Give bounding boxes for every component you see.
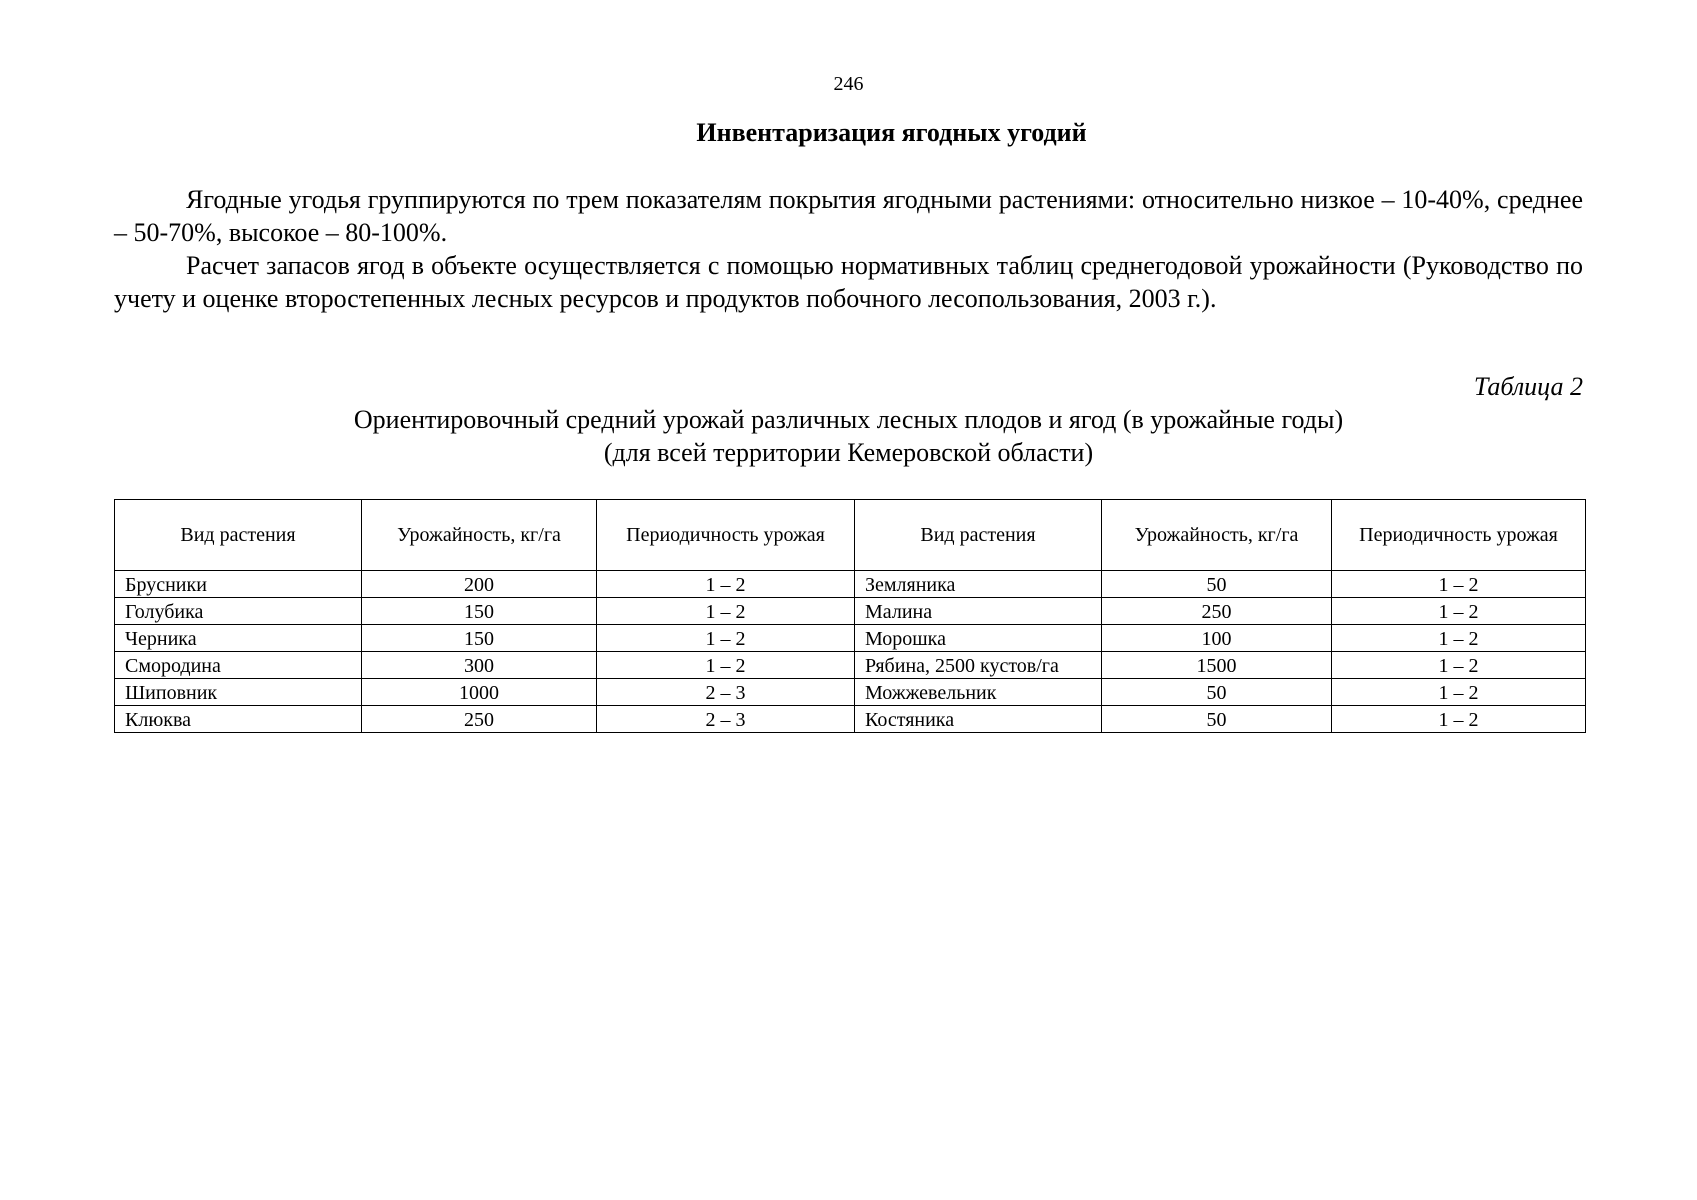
- table-cell: Голубика: [115, 598, 362, 625]
- table-cell: Шиповник: [115, 679, 362, 706]
- section-title: [114, 117, 1583, 149]
- table-cell: 250: [1102, 598, 1332, 625]
- table-cell: 1 – 2: [1332, 652, 1586, 679]
- table-cell: Смородина: [115, 652, 362, 679]
- table-row: [115, 625, 1586, 652]
- body-text: [114, 183, 1583, 315]
- table-cell: 1000: [362, 679, 597, 706]
- paragraph: Ягодные угодья группируются по трем показателям покрытия ягодными растениями: относительно низкое – 10-40%, среднее – 50-70%, высокое – 80-100%.: [114, 185, 1583, 247]
- table-cell: 150: [362, 625, 597, 652]
- column-header-yield: Урожайность, кг/га: [362, 500, 597, 571]
- table-cell: Земляника: [855, 571, 1102, 598]
- column-header-plant: Вид растения: [855, 500, 1102, 571]
- table-cell: 300: [362, 652, 597, 679]
- table-row: [115, 571, 1586, 598]
- table-cell: 2 – 3: [597, 679, 855, 706]
- section-title-text: Инвентаризация ягодных угодий: [696, 118, 1087, 147]
- column-header-yield: Урожайность, кг/га: [1102, 500, 1332, 571]
- table-cell: Брусники: [115, 571, 362, 598]
- table-cell: 1 – 2: [1332, 706, 1586, 733]
- paragraph: Расчет запасов ягод в объекте осуществляется с помощью нормативных таблиц среднегодовой урожайности (Руководство по учету и оценке второстепенных лесных ресурсов и продуктов побочного лесопользования, 2003 г.).: [114, 251, 1583, 313]
- table-cell: 1 – 2: [1332, 571, 1586, 598]
- yield-table: [114, 499, 1586, 733]
- table-cell: 50: [1102, 706, 1332, 733]
- page-number: 246: [833, 73, 864, 95]
- table-caption-line-1: Ориентировочный средний урожай различных лесных плодов и ягод (в урожайные годы): [353, 405, 1344, 434]
- column-header-periodicity: Периодичность урожая: [1332, 500, 1586, 571]
- table-caption: [114, 403, 1583, 469]
- table-cell: Костяника: [855, 706, 1102, 733]
- table-cell: Клюква: [115, 706, 362, 733]
- table-row: [115, 652, 1586, 679]
- table-cell: 2 – 3: [597, 706, 855, 733]
- table-cell: 50: [1102, 679, 1332, 706]
- table-cell: Черника: [115, 625, 362, 652]
- table-cell: 1 – 2: [1332, 625, 1586, 652]
- table-cell: Малина: [855, 598, 1102, 625]
- column-header-periodicity: Периодичность урожая: [597, 500, 855, 571]
- table-cell: 50: [1102, 571, 1332, 598]
- table-row: [115, 706, 1586, 733]
- table-cell: Рябина, 2500 кустов/га: [855, 652, 1102, 679]
- table-cell: 250: [362, 706, 597, 733]
- table-label: Таблица 2: [1473, 372, 1583, 401]
- table-cell: Можжевельник: [855, 679, 1102, 706]
- table-cell: Морошка: [855, 625, 1102, 652]
- table-cell: 1 – 2: [597, 571, 855, 598]
- table-row: [115, 598, 1586, 625]
- table-row: [115, 679, 1586, 706]
- table-cell: 1500: [1102, 652, 1332, 679]
- table-cell: 200: [362, 571, 597, 598]
- table-header-row: [115, 500, 1586, 571]
- table-caption-line-2: (для всей территории Кемеровской области): [603, 438, 1094, 467]
- table-cell: 1 – 2: [1332, 679, 1586, 706]
- column-header-plant: Вид растения: [115, 500, 362, 571]
- table-cell: 1 – 2: [597, 598, 855, 625]
- table-cell: 1 – 2: [1332, 598, 1586, 625]
- table-cell: 100: [1102, 625, 1332, 652]
- table-cell: 150: [362, 598, 597, 625]
- table-cell: 1 – 2: [597, 652, 855, 679]
- table-cell: 1 – 2: [597, 625, 855, 652]
